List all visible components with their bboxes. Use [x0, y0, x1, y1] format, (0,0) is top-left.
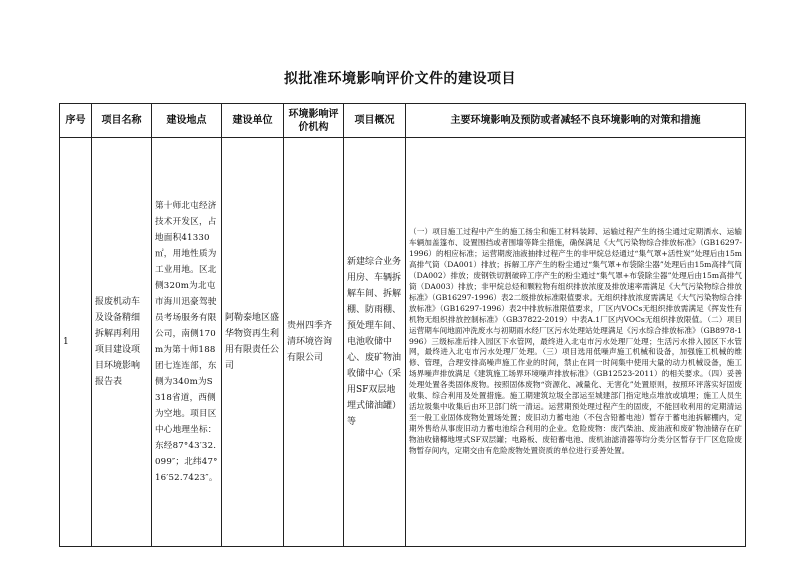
cell-project-name	[92, 138, 152, 547]
project-table	[59, 103, 746, 547]
header-builder: 建设单位	[222, 104, 284, 138]
project-name: 报废机动车及设备精细拆解再利用项目建设项目环境影响报告表	[95, 297, 141, 387]
cell-eia-agency	[284, 138, 344, 547]
table-row	[60, 138, 746, 547]
cell-builder	[222, 138, 284, 547]
header-project-name: 项目名称	[92, 104, 152, 138]
cell-measures	[406, 138, 746, 547]
measures: （一）项目施工过程中产生的施工扬尘和施工材料装卸、运输过程产生的扬尘通过定期洒水、运输车辆加盖篷布、设置围挡或者围墙等降尘措施，确保满足《大气污染物综合排放标准》（GB16297-1996）的相应标准；运营期废油液抽排过程产生的非甲烷总烃通过“集气罩+活性炭”处理后由15m高排气筒（DA001）排放；拆解工序产生的粉尘通过“集气罩+布袋除尘器”处理后由15m高排气筒（DA002）排放；废钢铁切割破碎工序产生的粉尘通过“集气罩+布袋除尘器”处理后由15m高排气筒（DA003）排放；非甲烷总烃和颗粒物有组织排放浓度及排放速率需满足《大气污染物综合排放标准》（GB16297-1996）表2二级排放标准限值要求。无组织排放浓度需满足《大气污染物综合排放标准》（GB16297-1996）表2中排放标准限值要求，厂区内VOCs无组织排放需满足《挥发性有机物无组织排放控制标准》（GB37822-2019）中表A.1厂区内VOCs无组织排放限值。（二）项目运营期车间地面冲洗废水与初期雨水经厂区污水处理站处理满足《污水综合排放标准》（GB8978-1996）三级标准后排入园区下水管网，最终进入北屯市污水处理厂处理；生活污水排入园区下水管网，最终进入北屯市污水处理厂处理。（三）项目选用低噪声施工机械和设备，加强施工机械的维修、管理，合理安排高噪声施工作业的时间，禁止在同一时间集中使用大量的动力机械设备，施工场界噪声排放满足《建筑施工场界环境噪声排放标准》（GB12523-2011）的相关要求。（四）妥善处理处置各类固体废物。按照固体废物“资源化、减量化、无害化”处置原则，按照环评落实好固废收集、综合利用及处置措施。施工期建筑垃圾全部运至城建部门指定地点堆放或填埋；施工人员生活垃圾集中收集后由环卫部门统一清运。运营期预处理过程产生的固废，不能回收利用的定期清运至一般工业固体废物处置场处置；废旧动力蓄电池（不包含铅蓄电池）暂存于蓄电池拆解棚内，定期外售给从事废旧动力蓄电池综合利用的企业。危险废物：废汽柴油、废油液和废矿物油储存在矿物油收储椰地埋式SF双层罐；电路板、废铅蓄电池、废机油滤清器等均分类分区暂存于厂区危险废物暂存间内，定期交由有危险废物处置资质的单位进行妥善处置。	[409, 227, 742, 455]
cell-index	[60, 138, 92, 547]
eia-agency: 贵州四季齐清环境咨询有限公司	[287, 321, 333, 363]
header-eia-agency: 环境影响评价机构	[284, 104, 344, 138]
header-measures: 主要环境影响及预防或者减轻不良环境影响的对策和措施	[406, 104, 746, 138]
document-title: 拟批准环境影响评价文件的建设项目	[284, 71, 516, 87]
location: 第十师北屯经济技术开发区，占地面积41330㎡，用地性质为工业用地。区北侧320m为北屯市海川迅豪驾驶员考场服务有限公司，南侧170m为第十师188团七连连部，东侧为340m为S318省道，西侧为空地。项目区中心地理坐标：东经87°43′32.099″；北纬47°16′52.7423″。	[155, 201, 218, 483]
header-location: 建设地点	[152, 104, 222, 138]
table-header-row	[60, 104, 746, 138]
header-overview: 项目概况	[344, 104, 406, 138]
builder: 阿勒泰地区盛华物资再生利用有限责任公司	[225, 313, 280, 371]
cell-overview	[344, 138, 406, 547]
overview: 新建综合业务用房、车辆拆解车间、拆解棚、防雨棚、预处理车间、电池收储中心、废矿物油收储中心（采用SF双层地埋式储油罐）等	[347, 257, 402, 427]
row-index: 1	[63, 337, 69, 347]
header-index: 序号	[60, 104, 92, 138]
cell-location	[152, 138, 222, 547]
